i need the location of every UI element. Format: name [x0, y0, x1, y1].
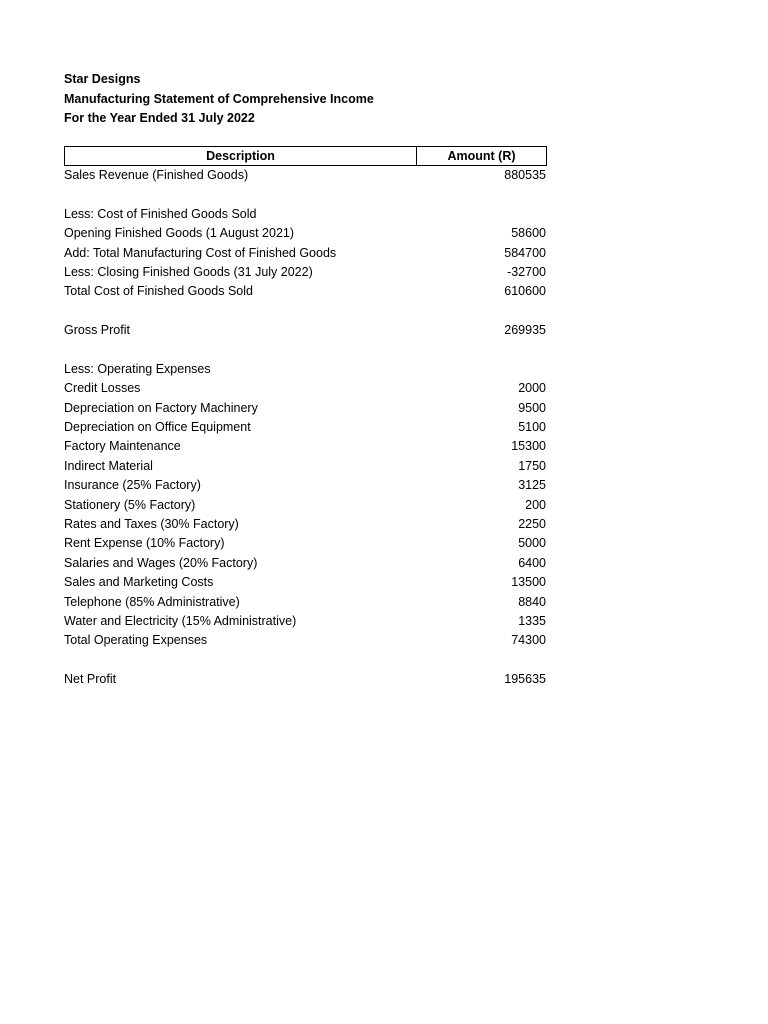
table-row [64, 593, 547, 612]
row-description [64, 651, 464, 670]
row-amount: 195635 [504, 672, 546, 687]
statement-period: For the Year Ended 31 July 2022 [64, 111, 255, 125]
table-row [64, 166, 547, 185]
row-description: Telephone (85% Administrative) [64, 594, 240, 609]
row-description: Depreciation on Factory Machinery [64, 400, 258, 415]
table-row [64, 554, 547, 573]
row-amount: -32700 [507, 264, 546, 279]
row-amount: 8840 [518, 594, 546, 609]
row-description: Add: Total Manufacturing Cost of Finished Goods [64, 245, 337, 260]
row-amount [464, 341, 547, 360]
table-row [64, 379, 547, 398]
row-amount: 584700 [504, 245, 546, 260]
row-description: Sales and Marketing Costs [64, 575, 214, 590]
table-row [64, 205, 547, 224]
row-description: Less: Cost of Finished Goods Sold [64, 206, 257, 221]
table-row [64, 651, 547, 670]
table-row [64, 418, 547, 437]
table-row [64, 670, 547, 689]
row-description [64, 341, 464, 360]
row-amount: 1335 [518, 613, 546, 628]
table-row [64, 224, 547, 243]
table-row [64, 612, 547, 631]
table-row [64, 263, 547, 282]
row-description: Sales Revenue (Finished Goods) [64, 168, 249, 182]
statement-title: Manufacturing Statement of Comprehensive Income [64, 91, 374, 106]
row-description: Salaries and Wages (20% Factory) [64, 555, 258, 570]
row-amount [464, 302, 547, 321]
table-body [64, 166, 547, 690]
table-row [64, 321, 547, 340]
row-description: Rates and Taxes (30% Factory) [64, 517, 239, 532]
company-name: Star Designs [64, 72, 141, 86]
row-description: Net Profit [64, 672, 117, 687]
table-row [64, 515, 547, 534]
row-description: Total Cost of Finished Goods Sold [64, 284, 253, 299]
row-description: Less: Operating Expenses [64, 361, 211, 376]
row-description: Insurance (25% Factory) [64, 478, 201, 493]
row-amount: 1750 [518, 458, 546, 473]
table-row [64, 631, 547, 650]
table-row [64, 476, 547, 495]
column-header-amount: Amount (R) [447, 149, 516, 163]
row-amount [464, 185, 547, 204]
row-amount: 5100 [518, 420, 546, 435]
row-amount: 9500 [518, 400, 546, 415]
table-row [64, 534, 547, 553]
row-amount [464, 360, 547, 379]
row-description: Indirect Material [64, 458, 153, 473]
table-row [64, 360, 547, 379]
row-description: Factory Maintenance [64, 439, 181, 454]
table-row [64, 457, 547, 476]
table-row [64, 496, 547, 515]
table-row [64, 282, 547, 301]
table-row [64, 302, 547, 321]
row-amount: 6400 [518, 555, 546, 570]
row-amount: 3125 [518, 478, 546, 493]
row-amount: 5000 [518, 536, 546, 551]
row-amount: 269935 [504, 323, 546, 338]
income-statement-table [64, 146, 547, 690]
table-row [64, 185, 547, 204]
table-row [64, 437, 547, 456]
row-amount: 610600 [504, 284, 546, 299]
row-description: Gross Profit [64, 323, 130, 338]
row-amount: 74300 [511, 633, 546, 648]
row-description: Depreciation on Office Equipment [64, 420, 251, 435]
row-description: Less: Closing Finished Goods (31 July 2022) [64, 264, 313, 279]
row-amount: 200 [525, 497, 546, 512]
row-amount: 2250 [518, 517, 546, 532]
row-description [64, 185, 464, 204]
row-description: Opening Finished Goods (1 August 2021) [64, 226, 295, 241]
table-row [64, 399, 547, 418]
row-amount [464, 651, 547, 670]
table-header-row [64, 146, 547, 166]
table-row [64, 341, 547, 360]
row-description: Total Operating Expenses [64, 633, 208, 648]
row-amount: 2000 [518, 381, 546, 396]
row-amount: 15300 [511, 439, 546, 454]
table-row [64, 573, 547, 592]
row-description: Rent Expense (10% Factory) [64, 536, 225, 551]
statement-header [64, 70, 374, 129]
row-amount: 58600 [511, 226, 546, 241]
row-description: Stationery (5% Factory) [64, 497, 196, 512]
row-amount: 880535 [504, 168, 546, 182]
row-description: Water and Electricity (15% Administrative) [64, 613, 297, 628]
row-amount: 13500 [511, 575, 546, 590]
row-description: Credit Losses [64, 381, 141, 396]
column-header-description: Description [65, 147, 417, 165]
row-description [64, 302, 464, 321]
row-amount [464, 205, 547, 224]
table-row [64, 244, 547, 263]
